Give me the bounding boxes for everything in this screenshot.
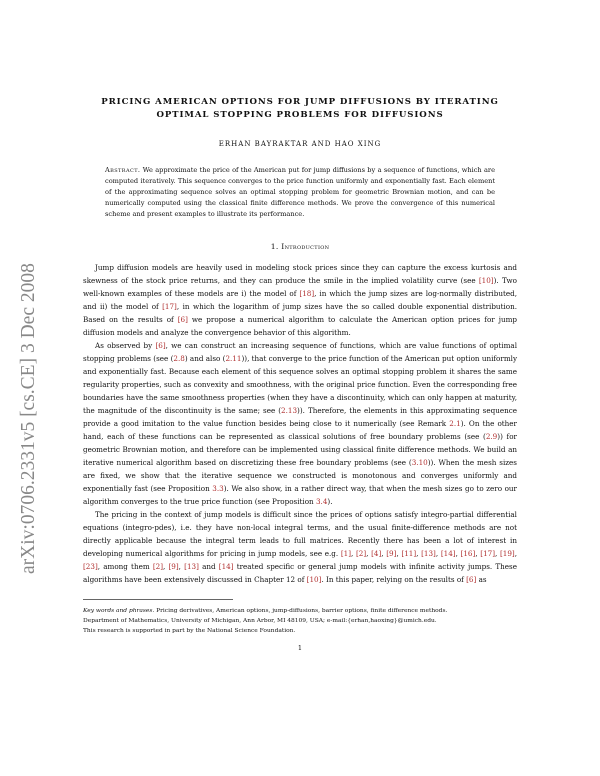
citation-link[interactable]: [10] <box>478 276 494 285</box>
keywords-text: Pricing derivatives, American options, jump-diffusions, barrier options, finite difference methods. <box>156 608 448 614</box>
paragraph-text: as <box>476 575 487 584</box>
citation-link[interactable]: [17] <box>162 302 177 311</box>
citation-link[interactable]: 2.13 <box>281 406 298 415</box>
citation-link[interactable]: [13] <box>184 562 199 571</box>
paragraph-text: ). On the other hand, each of these functions can be represented as classical solutions of free boundary problems (see ( <box>83 419 517 441</box>
paragraph-text: , <box>351 549 356 558</box>
citation-link[interactable]: 2.1 <box>449 419 461 428</box>
citation-link[interactable]: [6] <box>155 341 166 350</box>
arxiv-stamp-text: arXiv:0706.2331v5 [cs.CE] 3 Dec 2008 <box>18 263 39 574</box>
paragraph-text: we propose a numerical algorithm to calculate the American option prices for jump diffusion models and analyze the convergence behavior of this algorithm. <box>83 315 518 337</box>
paragraph-text: , <box>514 549 518 558</box>
paragraph-text: and <box>198 562 219 571</box>
citation-link[interactable]: 3.3 <box>212 484 224 493</box>
paragraph-text: , <box>495 549 500 558</box>
section-title: Introduction <box>281 242 330 251</box>
paragraph-text: , we can construct an increasing sequence of functions, which are value functions of optimal stopping problems (see ( <box>83 341 517 363</box>
paragraph-text: ). Two well-known examples of these models are i) the model of <box>83 276 518 298</box>
citation-link[interactable]: [10] <box>306 575 322 584</box>
paragraph-text: . In this paper, relying on the results of <box>321 575 467 584</box>
paragraph-text: , <box>178 562 185 571</box>
paper-page <box>83 96 517 652</box>
citation-link[interactable]: [17] <box>480 549 496 558</box>
citation-link[interactable]: [2] <box>152 562 164 571</box>
paragraph <box>83 339 517 508</box>
paragraph-text: , <box>455 549 461 558</box>
citation-link[interactable]: [16] <box>460 549 476 558</box>
paragraph-text: , <box>435 549 441 558</box>
paragraph-text: )). Therefore, the elements in this approximating sequence provide a good imitation to the value function besides being close to it numerically (see Remark <box>83 406 518 428</box>
arxiv-stamp <box>4 220 44 580</box>
abstract-label: Abstract. <box>105 166 141 174</box>
paragraph-text: treated specific or general jump models with infinite activity jumps. These algorithms have been extensively discussed in Chapter 12 of <box>83 562 517 584</box>
paragraph <box>83 508 517 586</box>
body-text <box>83 261 517 586</box>
paragraph-text: )). When the mesh sizes are fixed, we show that the iterative sequence we constructed is monotonous and converges uniformly and exponentially fast (see Proposition <box>83 458 517 493</box>
abstract <box>105 165 495 220</box>
paragraph-text: , <box>381 549 387 558</box>
citation-link[interactable]: 3.10 <box>411 458 428 467</box>
paragraph <box>83 261 517 339</box>
abstract-text: We approximate the price of the American put for jump diffusions by a sequence of functions, which are computed iteratively. This sequence converges to the price function uniformly and exponentially fast. Each element of the approximating sequence solves an optimal stopping problem for geometric Brownian motion, and can be numerically computed using the classical finite difference methods. We prove the convergence of this numerical scheme and present examples to illustrate its performance. <box>105 166 495 218</box>
paragraph-text: ). <box>327 497 333 506</box>
section-heading <box>83 242 517 251</box>
footnotes <box>83 606 517 636</box>
paragraph-text: , <box>416 549 422 558</box>
citation-link[interactable]: [9] <box>168 562 179 571</box>
citation-link[interactable]: 3.4 <box>315 497 328 506</box>
citation-link[interactable]: 2.11 <box>225 354 242 363</box>
page-number: 1 <box>297 644 303 652</box>
citation-link[interactable]: [13] <box>421 549 436 558</box>
paragraph-text: , in which the logarithm of jump sizes have the so called double exponential distribution. Based on the results of <box>83 302 517 324</box>
citation-link[interactable]: [11] <box>401 549 417 558</box>
paragraph-text: , <box>475 549 481 558</box>
paragraph-text: , <box>396 549 402 558</box>
paragraph-text: Jump diffusion models are heavily used in modeling stock prices since they can capture the excess kurtosis and skewness of the stock price returns, and they can produce the smile in the implied volatility curve (see <box>83 263 517 285</box>
paragraph-text: As observed by <box>95 341 156 350</box>
paragraph-text: , <box>163 562 169 571</box>
paragraph-text: )), that converge to the price function of the American put option uniformly and exponentially fast. Because each element of this sequence solves an optimal stopping problem it shares the same regularity properties, such as convexity and smoothness, with the original price function. Even the corresponding free boundaries have the same smoothness properties (when they have a discontinuity, which can only happen at maturity, the magnitude of the discontinuity is the same; see ( <box>83 354 517 415</box>
paper-title: PRICING AMERICAN OPTIONS FOR JUMP DIFFUSIONS BY ITERATING OPTIMAL STOPPING PROBLEMS FOR DIFFUSIONS <box>101 97 499 120</box>
citation-link[interactable]: [2] <box>355 549 367 558</box>
support-line: This research is supported in part by the National Science Foundation. <box>83 628 296 634</box>
affiliation-line: Department of Mathematics, University of Michigan, Ann Arbor, MI 48109, USA; e-mail:{erhan,haoxing}@umich.edu. <box>83 618 437 624</box>
citation-link[interactable]: [6] <box>466 575 477 584</box>
paragraph-text: )) for geometric Brownian motion, and therefore can be implemented using classical finite difference methods. We build an iterative numerical algorithm based on discretizing these free boundary problems (see ( <box>83 432 517 467</box>
citation-link[interactable]: [19] <box>499 549 515 558</box>
keywords-line <box>83 606 517 616</box>
paragraph-text: The pricing in the context of jump models is difficult since the prices of options satisfy integro-partial differential equations (integro-pdes), i.e. they have non-local integral terms, and the usual finite-difference methods are not directly applicable because the integral term leads to full matrices. Recently there has been a lot of interest in developing numerical algorithms for pricing in jump models, see e.g. <box>83 510 517 558</box>
citation-link[interactable]: [18] <box>299 289 315 298</box>
citation-link[interactable]: [4] <box>371 549 382 558</box>
paragraph-text: ) and also ( <box>184 354 226 363</box>
paragraph-text: ). We also show, in a rather direct way, that when the mesh sizes go to zero our algorithm converges to the true price function (see Proposition <box>83 484 517 506</box>
citation-link[interactable]: [9] <box>386 549 397 558</box>
citation-link[interactable]: [1] <box>340 549 352 558</box>
citation-link[interactable]: 2.8 <box>173 354 185 363</box>
section-number: 1. <box>270 242 279 251</box>
citation-link[interactable]: [6] <box>177 315 188 324</box>
keywords-label: Key words and phrases. <box>83 608 155 614</box>
citation-link[interactable]: [14] <box>440 549 456 558</box>
paragraph-text: , <box>366 549 372 558</box>
citation-link[interactable]: 2.9 <box>485 432 498 441</box>
paper-authors: ERHAN BAYRAKTAR AND HAO XING <box>218 140 382 148</box>
paragraph-text: , among them <box>97 562 153 571</box>
footnote-rule <box>83 599 233 600</box>
citation-link[interactable]: [14] <box>218 562 234 571</box>
citation-link[interactable]: [23] <box>83 562 98 571</box>
paragraph-text: , in which the jump sizes are log-normally distributed, and ii) the model of <box>83 289 517 311</box>
